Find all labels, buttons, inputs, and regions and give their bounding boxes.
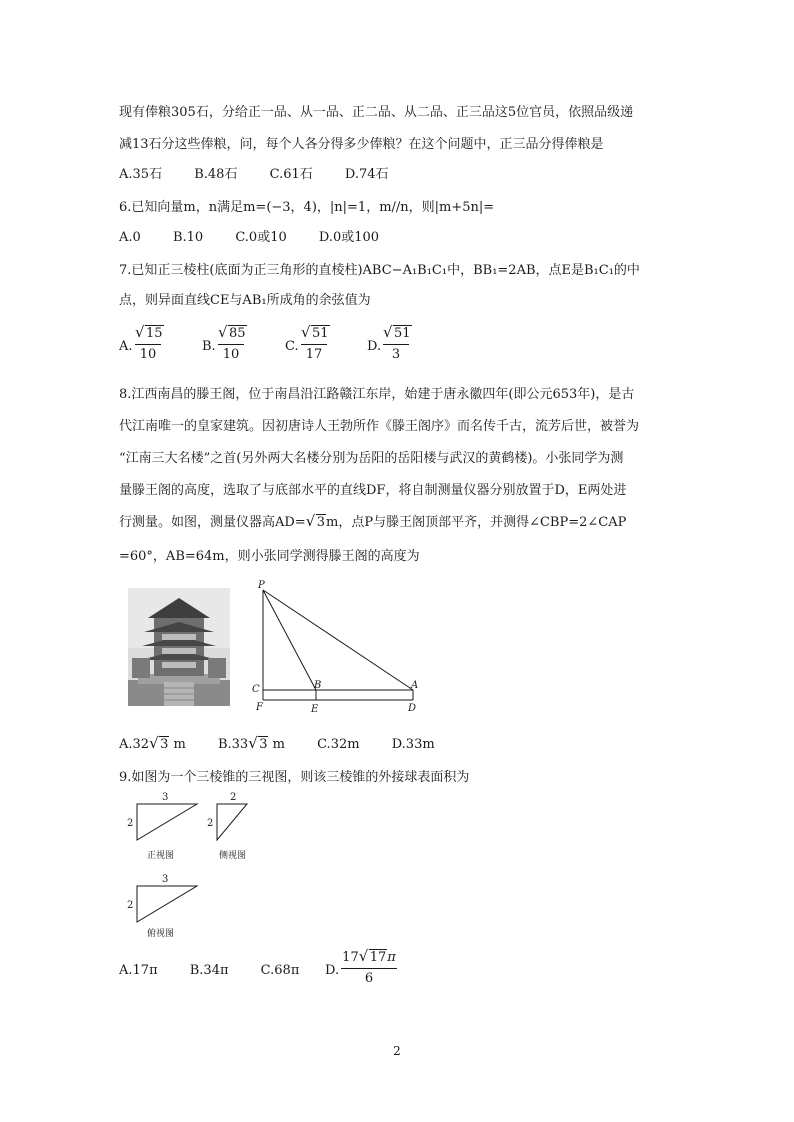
q7-text-line2: 点，则异面直线CE与AB₁所成角的余弦值为 xyxy=(119,293,371,308)
q9-option-b: B.34π xyxy=(189,963,229,978)
front-view-shape xyxy=(137,804,197,840)
q8-option-b: B.33 √ 3 m xyxy=(217,734,285,752)
label-p: P xyxy=(258,580,265,591)
q7-option-d-numerator: 51 xyxy=(394,326,411,341)
q5-options xyxy=(119,166,417,184)
label-e: E xyxy=(311,704,319,715)
q8-text-line3: “江南三大名楼”之首(另外两大名楼分别为岳阳的岳阳楼与武汉的黄鹤楼)。小张同学为测 xyxy=(119,451,624,466)
q5-option-a: A.35石 xyxy=(119,167,163,182)
q6-stem: 6.已知向量m，n满足m=(−3，4)，|n|=1，m//n，则|m+5n|= xyxy=(119,200,495,215)
label-d: D xyxy=(408,703,417,714)
q6-option-b: B.10 xyxy=(172,230,204,245)
side-view-shape xyxy=(217,804,247,840)
q7-option-b-numerator: 85 xyxy=(229,326,246,341)
top-view-side-length: 2 xyxy=(127,900,134,911)
q8-text-line5: 行测量。如图，测量仪器高AD= √ 3m，点P与滕王阁顶部平齐，并测得∠CBP=2∠CAP xyxy=(119,512,627,530)
q7-option-a-numerator: 15 xyxy=(146,326,163,341)
q5-option-b: B.48石 xyxy=(194,167,238,182)
q7-option-c-label: C. xyxy=(285,339,299,354)
top-view-shape xyxy=(137,886,197,922)
top-view-caption: 俯视图 xyxy=(147,929,175,939)
front-view-side-length: 2 xyxy=(127,818,134,829)
front-view-caption: 正视图 xyxy=(147,851,175,861)
q6-options xyxy=(119,229,407,247)
q6-option-d: D.0或100 xyxy=(318,230,380,245)
q5-text-line1: 现有俸粮305石，分给正一品、从一品、正二品、从二品、正三品这5位官员，依照品级递 xyxy=(119,105,634,120)
q8-text-line1: 8.江西南昌的滕王阁，位于南昌沿江路赣江东岸，始建于唐永徽四年(即公元653年)，是古 xyxy=(119,387,635,402)
line-pa xyxy=(263,590,413,690)
tengwang-pavilion-photo xyxy=(128,588,230,706)
q8-options xyxy=(119,736,463,754)
q9-three-views xyxy=(125,790,285,950)
front-view-top-length: 3 xyxy=(162,792,169,803)
q8-text-line5-a: 行测量。如图，测量仪器高AD= xyxy=(119,515,306,530)
q7-text-line1: 7.已知正三棱柱(底面为正三角形的直棱柱)ABC−A₁B₁C₁中，BB₁=2AB，点E是B₁C₁的中 xyxy=(119,263,640,278)
q8-text-line6: =60°，AB=64m，则小张同学测得滕王阁的高度为 xyxy=(119,549,420,564)
q9-option-a: A.17π xyxy=(119,963,158,978)
q7-option-a-label: A. xyxy=(119,339,133,354)
q7-option-d-denominator: 3 xyxy=(391,347,401,362)
q8-sqrt3: 3 xyxy=(316,515,325,530)
q7-option-c-numerator: 51 xyxy=(312,326,329,341)
side-view-top-length: 2 xyxy=(230,792,237,803)
q9-stem: 9.如图为一个三棱锥的三视图，则该三棱锥的外接球表面积为 xyxy=(119,770,470,785)
q8-text-line5-b: m，点P与滕王阁顶部平齐，并测得∠CBP=2∠CAP xyxy=(326,515,627,530)
line-pb xyxy=(263,590,316,690)
q8-option-c: C.32m xyxy=(317,737,360,752)
q9-option-d xyxy=(325,948,405,994)
q9-option-d-label: D. xyxy=(325,963,340,978)
q7-option-d-label: D. xyxy=(367,339,382,354)
label-a: A xyxy=(411,680,419,691)
q7-option-b-denominator: 10 xyxy=(222,347,240,362)
q5-option-d: D.74石 xyxy=(344,167,389,182)
q7-option-a-denominator: 10 xyxy=(139,347,157,362)
q9-option-c: C.68π xyxy=(260,963,300,978)
q8-option-a: A.32 √ 3 m xyxy=(119,734,186,752)
q8-text-line2: 代江南唯一的皇家建筑。因初唐诗人王勃所作《滕王阁序》而名传千古，流芳后世，被誉为 xyxy=(119,419,640,434)
label-b: B xyxy=(314,680,322,691)
side-view-side-length: 2 xyxy=(207,818,214,829)
label-f: F xyxy=(256,702,263,713)
label-c: C xyxy=(252,684,260,695)
q6-option-a: A.0 xyxy=(119,230,141,245)
q5-option-c: C.61石 xyxy=(269,167,313,182)
side-view-caption: 侧视图 xyxy=(219,851,247,861)
top-view-top-length: 3 xyxy=(162,874,169,885)
q7-option-b-label: B. xyxy=(202,339,216,354)
q8-option-d: D.33m xyxy=(391,737,435,752)
q8-geometry-diagram xyxy=(248,578,428,718)
q5-text-line2: 减13石分这些俸粮，问，每个人各分得多少俸粮？在这个问题中，正三品分得俸粮是 xyxy=(119,137,604,152)
q8-text-line4: 量滕王阁的高度，选取了与底部水平的直线DF，将自制测量仪器分别放置于D，E两处进 xyxy=(119,483,627,498)
q9-option-d-numerator: 17 √ 17π xyxy=(342,947,396,965)
q6-option-c: C.0或10 xyxy=(235,230,287,245)
page-number: 2 xyxy=(393,1044,401,1058)
q9-option-d-denominator: 6 xyxy=(364,971,374,986)
q9-options xyxy=(119,962,327,992)
q7-option-c-denominator: 17 xyxy=(305,347,323,362)
